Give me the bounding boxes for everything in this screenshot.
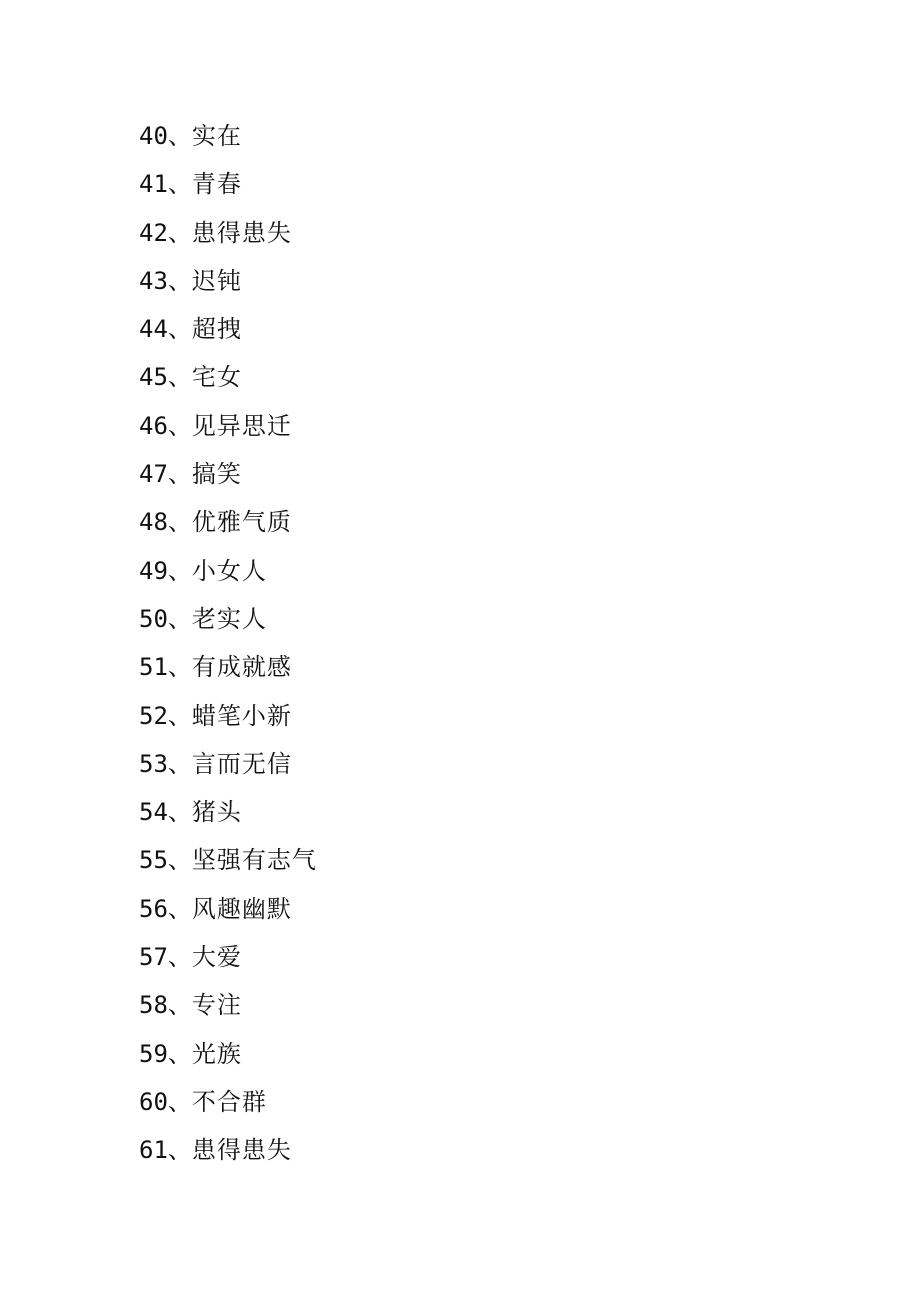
item-separator: 、: [167, 798, 192, 827]
item-separator: 、: [167, 991, 192, 1020]
item-text: 专注: [191, 991, 242, 1020]
list-item: [139, 836, 317, 884]
item-text: 坚强有志气: [191, 846, 317, 875]
item-number: 52: [139, 701, 168, 730]
list-item: [139, 981, 317, 1029]
list-item: [139, 643, 317, 691]
item-number: 51: [139, 653, 168, 682]
item-separator: 、: [167, 943, 192, 972]
item-separator: 、: [167, 266, 192, 295]
item-number: 40: [139, 122, 168, 150]
item-text: 患得患失: [191, 218, 292, 247]
item-separator: 、: [167, 846, 192, 875]
item-number: 47: [139, 460, 168, 489]
item-number: 61: [139, 1136, 168, 1165]
item-separator: 、: [167, 460, 192, 489]
item-separator: 、: [167, 218, 192, 247]
item-number: 42: [139, 218, 168, 247]
item-separator: 、: [167, 363, 192, 392]
list-item: [139, 450, 317, 498]
item-text: 实在: [191, 122, 242, 150]
list-item: [139, 1126, 317, 1174]
item-separator: 、: [167, 1136, 192, 1165]
item-text: 光族: [191, 1039, 242, 1068]
item-text: 搞笑: [191, 460, 242, 489]
list-item: [139, 547, 317, 595]
list-item: [139, 740, 317, 788]
item-number: 57: [139, 943, 168, 972]
list-item: [139, 1030, 317, 1078]
item-text: 风趣幽默: [191, 894, 292, 923]
item-number: 41: [139, 170, 168, 199]
item-text: 小女人: [191, 556, 267, 585]
item-separator: 、: [167, 508, 192, 537]
list-item: [139, 305, 317, 353]
item-text: 青春: [191, 170, 242, 199]
item-separator: 、: [167, 894, 192, 923]
numbered-list: [139, 112, 317, 1175]
item-number: 60: [139, 1087, 168, 1116]
item-text: 猪头: [191, 798, 242, 827]
item-text: 超拽: [191, 315, 242, 344]
item-number: 56: [139, 894, 168, 923]
item-text: 大爱: [191, 943, 242, 972]
item-separator: 、: [167, 1039, 192, 1068]
item-text: 见异思迁: [191, 411, 292, 440]
item-number: 46: [139, 411, 168, 440]
item-number: 44: [139, 315, 168, 344]
item-number: 54: [139, 798, 168, 827]
item-text: 言而无信: [191, 749, 292, 778]
item-text: 有成就感: [191, 653, 292, 682]
item-number: 53: [139, 749, 168, 778]
item-separator: 、: [167, 315, 192, 344]
list-item: [139, 498, 317, 546]
list-item: [139, 595, 317, 643]
item-number: 58: [139, 991, 168, 1020]
item-text: 蜡笔小新: [191, 701, 292, 730]
list-item: [139, 1078, 317, 1126]
item-number: 50: [139, 604, 168, 633]
list-item: [139, 353, 317, 401]
item-number: 48: [139, 508, 168, 537]
list-item: [139, 788, 317, 836]
item-separator: 、: [167, 604, 192, 633]
list-item: [139, 402, 317, 450]
item-separator: 、: [167, 749, 192, 778]
item-number: 59: [139, 1039, 168, 1068]
item-text: 老实人: [191, 604, 267, 633]
item-text: 不合群: [191, 1087, 267, 1116]
item-text: 宅女: [191, 363, 242, 392]
item-number: 45: [139, 363, 168, 392]
item-separator: 、: [167, 411, 192, 440]
item-separator: 、: [167, 170, 192, 199]
item-number: 55: [139, 846, 168, 875]
list-item: [139, 160, 317, 208]
item-separator: 、: [167, 122, 192, 150]
list-item: [139, 885, 317, 933]
list-item: [139, 209, 317, 257]
item-separator: 、: [167, 701, 192, 730]
item-separator: 、: [167, 556, 192, 585]
item-number: 43: [139, 266, 168, 295]
item-number: 49: [139, 556, 168, 585]
item-separator: 、: [167, 1087, 192, 1116]
item-text: 迟钝: [191, 266, 242, 295]
list-item: [139, 692, 317, 740]
item-text: 患得患失: [191, 1136, 292, 1165]
list-item: [139, 933, 317, 981]
item-separator: 、: [167, 653, 192, 682]
list-item: [139, 257, 317, 305]
item-text: 优雅气质: [191, 508, 292, 537]
list-item: [139, 112, 317, 160]
